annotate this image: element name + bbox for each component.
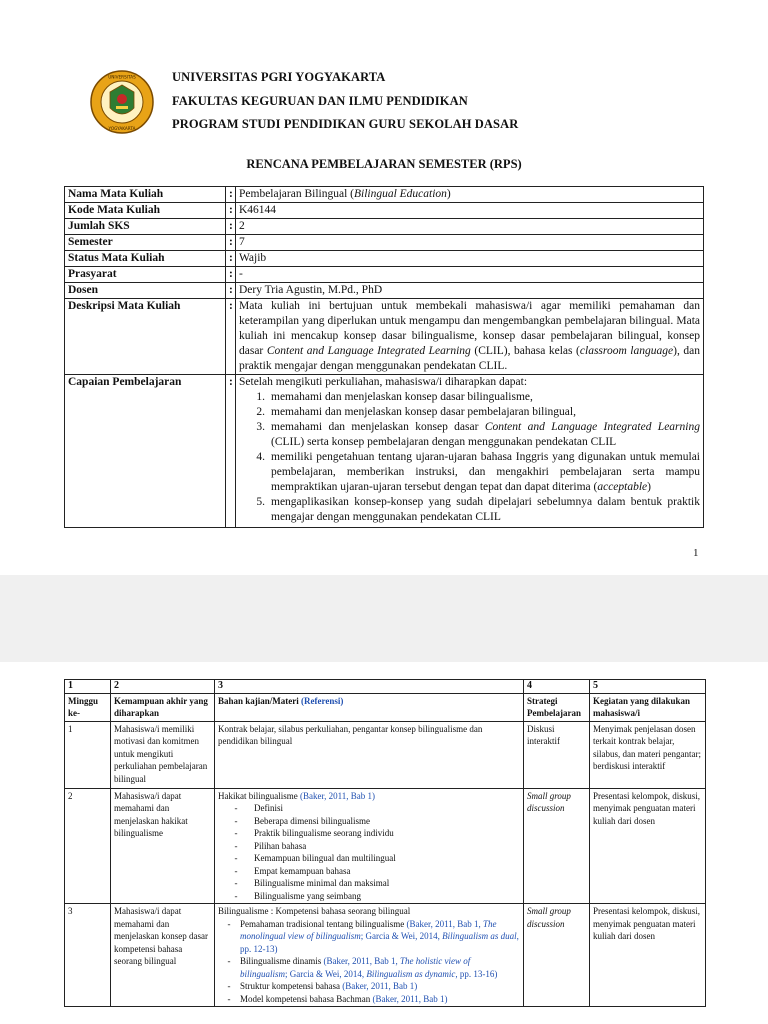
info-row bbox=[65, 251, 704, 267]
activity-cell: Presentasi kelompok, diskusi, menyimak penguatan materi kuliah dari dosen bbox=[590, 788, 706, 904]
info-value: Dery Tria Agustin, M.Pd., PhD bbox=[236, 283, 704, 299]
material-cell: Kontrak belajar, silabus perkuliahan, pengantar konsep bilingualisme dan pendidikan bilingual bbox=[215, 721, 524, 788]
list-item: - Kemampuan bilingual dan multilingual bbox=[234, 853, 396, 863]
info-label: Semester bbox=[65, 235, 226, 251]
list-item: - Bilingualisme yang seimbang bbox=[234, 890, 361, 901]
info-row bbox=[65, 219, 704, 235]
info-colon: : bbox=[226, 251, 236, 267]
header-activity: Kegiatan yang dilakukan mahasiswa/i bbox=[590, 693, 706, 721]
strategy-cell: Small group discussion bbox=[524, 788, 590, 904]
info-row bbox=[65, 267, 704, 283]
info-colon: : bbox=[226, 267, 236, 283]
page-gap bbox=[0, 575, 768, 662]
info-row bbox=[65, 235, 704, 251]
page-2 bbox=[0, 662, 768, 1024]
column-number: 2 bbox=[111, 680, 215, 694]
outcomes-list bbox=[239, 390, 700, 525]
material-list bbox=[218, 802, 520, 902]
info-value: 7 bbox=[236, 235, 704, 251]
info-colon: : bbox=[226, 299, 236, 375]
info-label: Deskripsi Mata Kuliah bbox=[65, 299, 226, 375]
list-item: - Beberapa dimensi bilingualisme bbox=[234, 815, 370, 826]
list-item: - Pemahaman tradisional tentang bilingualisme (Baker, 2011, Bab 1, The monolingual view of bilingualism; Garcia & Wei, 2014, Bilingualism as dual, pp. 12-13) bbox=[227, 918, 519, 954]
info-value: Pembelajaran Bilingual (Bilingual Education) bbox=[236, 187, 704, 203]
list-item: - Definisi bbox=[234, 803, 283, 813]
learning-outcomes bbox=[236, 375, 704, 528]
table-row bbox=[65, 904, 706, 1007]
column-number-row bbox=[65, 680, 706, 694]
info-row-deskripsi bbox=[65, 299, 704, 375]
svg-text:YOGYAKARTA: YOGYAKARTA bbox=[108, 126, 136, 131]
column-number: 1 bbox=[65, 680, 111, 694]
week-cell: 1 bbox=[65, 721, 111, 788]
program-name: PROGRAM STUDI PENDIDIKAN GURU SEKOLAH DASAR bbox=[172, 117, 519, 131]
info-row bbox=[65, 203, 704, 219]
info-colon: : bbox=[226, 283, 236, 299]
material-cell: Hakikat bilingualisme (Baker, 2011, Bab 1) - Definisi - Beberapa dimensi bilingualisme - Praktik bilingualisme seorang individu - Pilihan bahasa - Kemampuan bilingual dan multilingual - Empat kemampuan bahasa - Bilingualisme minimal dan maksimal - Bilingualisme yang seimbang bbox=[215, 788, 524, 904]
goal-cell: Mahasiswa/i memiliki motivasi dan komitmen untuk mengikuti perkuliahan pembelajaran bilingual bbox=[111, 721, 215, 788]
goal-cell: Mahasiswa/i dapat memahami dan menjelaskan konsep dasar kompetensi bahasa seorang bilingual bbox=[111, 904, 215, 1007]
info-row bbox=[65, 283, 704, 299]
info-label: Dosen bbox=[65, 283, 226, 299]
list-item: - Bilingualisme dinamis (Baker, 2011, Bab 1, The holistic view of bilingualism; Garcia & Wei, 2014, Bilingualism as dynamic, pp. 13-16) bbox=[227, 956, 498, 979]
outcomes-intro: Setelah mengikuti perkuliahan, mahasiswa/i diharapkan dapat: bbox=[239, 376, 528, 388]
list-item: 2. memahami dan menjelaskan konsep dasar pembelajaran bilingual, bbox=[256, 406, 576, 418]
header-week: Minggu ke- bbox=[65, 693, 111, 721]
header-material: Bahan kajian/Materi (Referensi) bbox=[215, 693, 524, 721]
strategy-cell: Small group discussion bbox=[524, 904, 590, 1007]
list-item: - Empat kemampuan bahasa bbox=[234, 865, 351, 876]
list-item: - Pilihan bahasa bbox=[234, 840, 307, 851]
week-cell: 2 bbox=[65, 788, 111, 904]
column-number: 3 bbox=[215, 680, 524, 694]
rps-table bbox=[64, 679, 706, 1007]
info-label: Capaian Pembelajaran bbox=[65, 375, 226, 528]
course-info-table bbox=[64, 186, 704, 528]
list-item: - Bilingualisme minimal dan maksimal bbox=[234, 878, 390, 888]
header-strategy: Strategi Pembelajaran bbox=[524, 693, 590, 721]
info-value: K46144 bbox=[236, 203, 704, 219]
table-row bbox=[65, 788, 706, 904]
info-colon: : bbox=[226, 235, 236, 251]
course-description: Mata kuliah ini bertujuan untuk membekali mahasiswa/i agar memiliki pemahaman dan keterampilan yang diperlukan untuk mengampu dan mengembangkan pembelajaran bilingual. Mata kuliah ini mencakup konsep dasar bilingualisme, konsep dasar pembelajaran bilingual, konsep dasar Content and Language Integrated Learning (CLIL), bahasa kelas (classroom language), dan praktik mengajar dengan menggunakan pendekatan CLIL. bbox=[236, 299, 704, 375]
column-number: 4 bbox=[524, 680, 590, 694]
info-row-capaian bbox=[65, 375, 704, 528]
info-colon: : bbox=[226, 375, 236, 528]
material-list bbox=[218, 918, 520, 1006]
info-label: Prasyarat bbox=[65, 267, 226, 283]
document-title: RENCANA PEMBELAJARAN SEMESTER (RPS) bbox=[246, 157, 522, 171]
list-item: - Praktik bilingualisme seorang individu bbox=[234, 828, 394, 838]
list-item: - Model kompetensi bahasa Bachman (Baker, 2011, Bab 1) bbox=[227, 993, 448, 1004]
info-label: Nama Mata Kuliah bbox=[65, 187, 226, 203]
info-colon: : bbox=[226, 187, 236, 203]
goal-cell: Mahasiswa/i dapat memahami dan menjelaskan hakikat bilingualisme bbox=[111, 788, 215, 904]
table-header-row bbox=[65, 693, 706, 721]
info-value: 2 bbox=[236, 219, 704, 235]
info-label: Jumlah SKS bbox=[65, 219, 226, 235]
list-item: - Struktur kompetensi bahasa (Baker, 2011, Bab 1) bbox=[227, 981, 418, 991]
faculty-name: FAKULTAS KEGURUAN DAN ILMU PENDIDIKAN bbox=[172, 94, 468, 108]
info-value: - bbox=[236, 267, 704, 283]
list-item: 3. memahami dan menjelaskan konsep dasar Content and Language Integrated Learning (CLIL) serta konsep pembelajaran dengan menggunakan pendekatan CLIL bbox=[256, 421, 700, 448]
svg-text:UNIVERSITAS: UNIVERSITAS bbox=[108, 74, 136, 80]
info-row bbox=[65, 187, 704, 203]
activity-cell: Presentasi kelompok, diskusi, menyimak penguatan materi kuliah dari dosen bbox=[590, 904, 706, 1007]
info-value: Wajib bbox=[236, 251, 704, 267]
list-item: 4. memiliki pengetahuan tentang ujaran-ujaran bahasa Inggris yang digunakan untuk memulai pembelajaran, memberikan instruksi, dan mengakhiri pembelajaran serta mampu mempraktikan ujaran-ujaran tersebut dengan tepat dan dapat diterima (acceptable) bbox=[256, 451, 700, 493]
activity-cell: Menyimak penjelasan dosen terkait kontrak belajar, silabus, dan materi pengantar; berdiskusi interaktif bbox=[590, 721, 706, 788]
material-cell: Bilingualisme : Kompetensi bahasa seorang bilingual - Pemahaman tradisional tentang bilingualisme (Baker, 2011, Bab 1, The monolingual view of bilingualism; Garcia & Wei, 2014, Bilingualism as dual, pp. 12-13) - Bilingualisme dinamis (Baker, 2011, Bab 1, The holistic view of bilingualism; Garcia & Wei, 2014, Bilingualism as dynamic, pp. 13-16) - Struktur kompetensi bahasa (Baker, 2011, Bab 1) - Model kompetensi bahasa Bachman (Baker, 2011, Bab 1) bbox=[215, 904, 524, 1007]
info-label: Kode Mata Kuliah bbox=[65, 203, 226, 219]
page-number: 1 bbox=[693, 547, 699, 559]
list-item: 1. memahami dan menjelaskan konsep dasar bilingualisme, bbox=[256, 391, 533, 403]
column-number: 5 bbox=[590, 680, 706, 694]
info-label: Status Mata Kuliah bbox=[65, 251, 226, 267]
info-colon: : bbox=[226, 203, 236, 219]
strategy-cell: Diskusi interaktif bbox=[524, 721, 590, 788]
header-goal: Kemampuan akhir yang diharapkan bbox=[111, 693, 215, 721]
university-name: UNIVERSITAS PGRI YOGYAKARTA bbox=[172, 70, 386, 84]
table-row bbox=[65, 721, 706, 788]
week-cell: 3 bbox=[65, 904, 111, 1007]
list-item: 5. mengaplikasikan konsep-konsep yang sudah dipelajari sebelumnya dalam bentuk praktik mengajar dengan menggunakan pendekatan CLIL bbox=[256, 496, 700, 523]
info-colon: : bbox=[226, 219, 236, 235]
university-logo bbox=[90, 70, 154, 134]
